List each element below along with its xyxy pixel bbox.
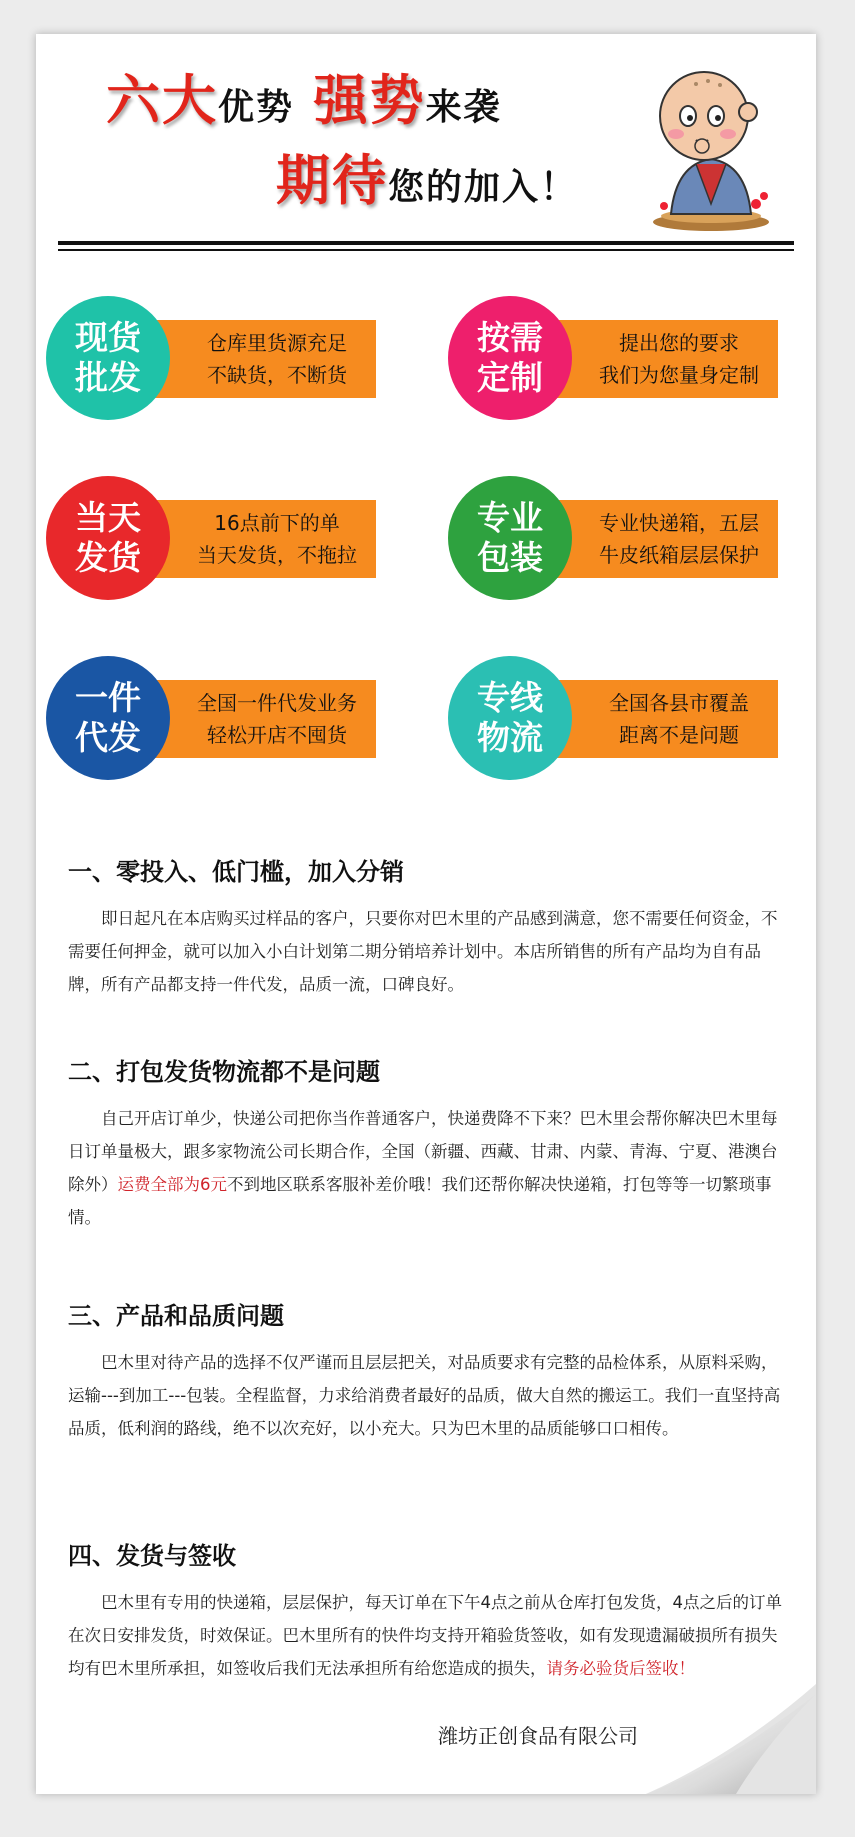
feature-desc: 我们为您量身定制 (599, 363, 759, 387)
feature-desc: 专业快递箱，五层 (599, 511, 759, 535)
feature-badge (46, 476, 170, 600)
feature-title: 当天 (75, 498, 141, 537)
feature-title: 代发 (75, 718, 141, 757)
headline-word: 优势 (218, 87, 295, 128)
headline-word: 您的加入！ (388, 167, 579, 208)
feature-desc: 当天发货，不拖拉 (197, 543, 357, 567)
feature-card (448, 476, 778, 606)
page-curl-decoration (616, 1684, 816, 1794)
monk-mascot-illustration (636, 54, 786, 234)
headline-line-2 (276, 149, 579, 212)
feature-desc: 仓库里货源充足 (207, 331, 347, 355)
feature-title: 包装 (477, 538, 543, 577)
header-divider (58, 241, 794, 245)
feature-badge (46, 296, 170, 420)
section-paragraph (68, 1586, 786, 1685)
feature-title: 发货 (75, 538, 141, 577)
feature-badge (448, 296, 572, 420)
section-text: 不到地区联系客服补差价哦！我们还帮你解决快递箱，打包等等一切繁琐事情。 (68, 1175, 772, 1227)
section-paragraph (68, 1346, 786, 1445)
feature-desc: 不缺货，不断货 (207, 363, 347, 387)
feature-title: 专线 (477, 678, 543, 717)
header-divider (58, 249, 794, 251)
feature-card (448, 656, 778, 786)
section-title: 四、发货与签收 (68, 1542, 236, 1570)
headline-word: 期待 (276, 149, 388, 212)
headline-word: 六大 (106, 69, 218, 132)
section-text: 巴木里对待产品的选择不仅严谨而且层层把关，对品质要求有完整的品检体系，从原料采购，运输---到加工---包装。全程监督，力求给消费者最好的品质，做大自然的搬运工。我们一直坚持高品质，低利润的路线，绝不以次充好，以小充大。只为巴木里的品质能够口口相传。 (68, 1353, 781, 1438)
headline-word: 强势 (313, 69, 426, 132)
feature-badge (448, 476, 572, 600)
feature-desc: 轻松开店不囤货 (207, 723, 347, 747)
feature-title: 批发 (75, 358, 141, 397)
section-paragraph (68, 1102, 786, 1234)
headline-word: 来袭 (425, 87, 502, 128)
company-name: 潍坊正创食品有限公司 (438, 1724, 638, 1748)
section-title: 三、产品和品质问题 (68, 1302, 284, 1330)
feature-badge (46, 656, 170, 780)
feature-desc: 提出您的要求 (619, 331, 739, 355)
section-text: 巴木里有专用的快递箱，层层保护，每天订单在下午4点之前从仓库打包发货，4点之后的订单在次日安排发货，时效保证。巴木里所有的快件均支持开箱验货签收，如有发现遗漏破损所有损失均有巴木里所承担，如签收后我们无法承担所有给您造成的损失， (68, 1593, 782, 1678)
feature-desc: 牛皮纸箱层层保护 (599, 543, 759, 567)
section-paragraph (68, 902, 786, 1001)
header-banner (36, 34, 816, 244)
feature-desc: 距离不是问题 (619, 723, 739, 747)
feature-card (46, 656, 376, 786)
feature-card (46, 476, 376, 606)
section-text: 自己开店订单少，快递公司把你当作普通客户，快递费降不下来？巴木里会帮你解决巴木里每日订单量极大，跟多家物流公司长期合作，全国（新疆、西藏、甘肃、内蒙、青海、宁夏、港澳台除外） (68, 1109, 778, 1194)
feature-desc: 全国一件代发业务 (197, 691, 357, 715)
content-card (36, 34, 816, 1794)
section-title: 一、零投入、低门槛，加入分销 (68, 858, 404, 886)
section-text: 即日起凡在本店购买过样品的客户，只要你对巴木里的产品感到满意，您不需要任何资金，不需要任何押金，就可以加入小白计划第二期分销培养计划中。本店所销售的所有产品均为自有品牌，所有产品都支持一件代发，品质一流，口碑良好。 (68, 909, 778, 994)
feature-title: 物流 (477, 718, 543, 757)
feature-card (46, 296, 376, 426)
feature-title: 专业 (477, 498, 543, 537)
feature-title: 一件 (75, 678, 141, 717)
feature-desc: 全国各县市覆盖 (609, 691, 749, 715)
section-title: 二、打包发货物流都不是问题 (68, 1058, 380, 1086)
feature-title: 按需 (477, 318, 543, 357)
feature-title: 现货 (75, 318, 141, 357)
feature-badge (448, 656, 572, 780)
headline-line-1 (106, 69, 502, 132)
feature-card (448, 296, 778, 426)
feature-desc: 16点前下的单 (214, 511, 340, 535)
highlight-text: 请务必验货后签收！ (546, 1659, 695, 1678)
highlight-text: 运费全部为6元 (117, 1175, 227, 1194)
feature-title: 定制 (477, 358, 543, 397)
